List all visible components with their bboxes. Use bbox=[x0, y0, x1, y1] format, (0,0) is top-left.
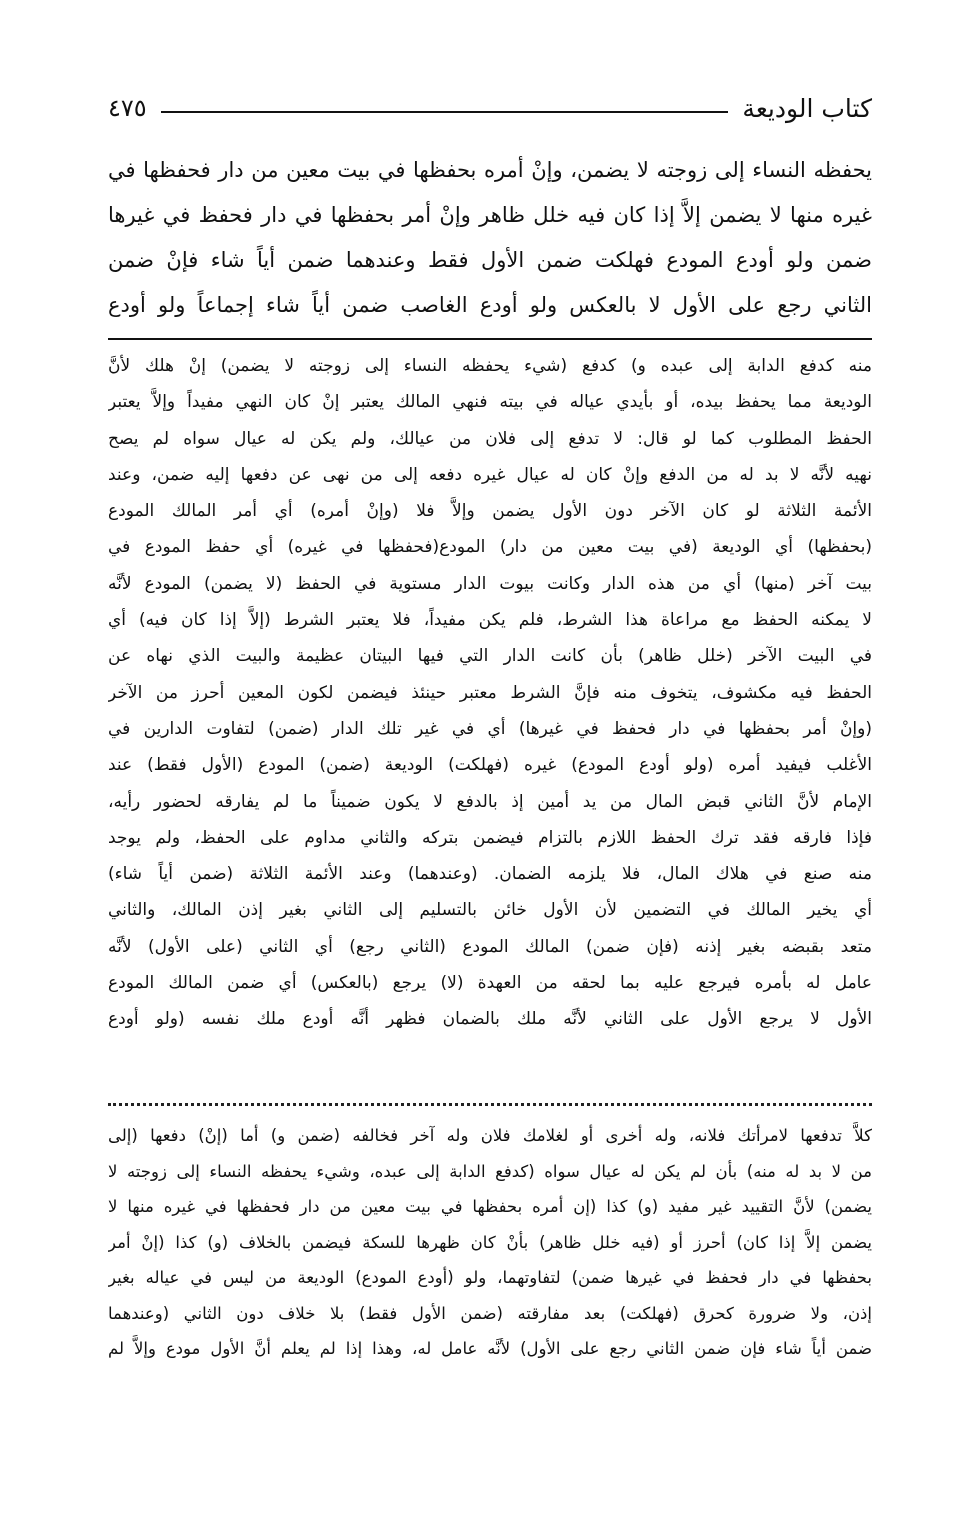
main-text-line: الثاني رجع على الأول لا بالعكس ولو أودع الغاصب ضمن أياً شاء إجماعاً ولو أودع bbox=[108, 293, 872, 317]
footnote-line: من لا بد له منه) بأن لم يكن له عيال سواه (كدفع الدابة إلى عبده، وشيء يحفظه النساء إلى زوجته لا bbox=[108, 1161, 872, 1181]
commentary-line: الحفظ المطلوب كما لو قال: لا تدفع إلى فلان من عيالك، ولم يكن له عيال سواه لم يصح bbox=[108, 428, 872, 449]
commentary-line: بيت آخر (منها) أي من هذه الدار وكانت بيوت الدار مستوية في الحفظ (لا يضمن) المودع لأنَّه bbox=[108, 573, 872, 594]
commentary bbox=[108, 348, 872, 1038]
footnote-line: كلاَّ تدفعها لامرأتك فلانه، وله أخرى أو لغلامك فلان وله آخر فخالفه (ضمن و) أما (إنْ) دفعها (إلى bbox=[108, 1126, 872, 1145]
main-text-separator bbox=[108, 338, 872, 340]
commentary-line: الإمام لأنَّ الثاني قبض المال من يد أمين إذ بالدفع لا يكون ضميناً ما لم يفارقه لحضور رأيه، bbox=[108, 791, 872, 812]
commentary-line: (بحفظها) أي الوديعة (في بيت معين من دار) المودع(فحفظها في غيره) أي حفظ المودع في bbox=[108, 537, 872, 558]
commentary-line: منه صنع في هلاك المال، فلا يلزمه الضمان. (وعندهما) وعند الأئمة الثلاثة (ضمن أياً شاء) bbox=[108, 864, 872, 885]
commentary-line: الحفظ فيه مكشوف، يتخوف منه فإنَّ الشرط معتبر حينئذ فيضمن لكون المعين أحرز من الآخر bbox=[108, 682, 872, 703]
footnote-line: يضمن إلاَّ إذا كان) أحرز أو (فيه خلل ظاهر) بأنْ كان ظهرها للسكة فيضمن بالخلاف (و) كذا (إنْ أمر bbox=[108, 1232, 872, 1252]
main-text-line: غيره منها لا يضمن إلاَّ إذا كان فيه خلل ظاهر وإنْ أمر بحفظها في دار فحفظ في غيرها bbox=[108, 203, 872, 227]
footnote-separator bbox=[108, 1103, 872, 1106]
footnote-line: بحفظها في دار فحفظ في غيرها ضمن) لتفاوتهما، ولو (أودع المودع) الوديعة من ليس في عياله بغير bbox=[108, 1268, 872, 1287]
commentary-line: لا يمكنه الحفظ مع مراعاة هذا الشرط، فلم يكن مفيداً، فلا يعتبر الشرط (إلاَّ إذا كان فيه) أي bbox=[108, 610, 872, 631]
page-header bbox=[108, 88, 872, 128]
commentary-line: فإذا فارقه فقد ترك الحفظ اللازم بالتزام فيضمن بتركه والثاني مداوم على الحفظ، ولم يوجد bbox=[108, 827, 872, 848]
commentary-line: منه كدفع الدابة إلى عبده و) كدفع (شيء يحفظه النساء إلى زوجته لا يضمن) إنْ هلك لأنَّ bbox=[108, 356, 872, 376]
commentary-line: الوديعة مما يحفظ بيده، أو بأيدي عياله في بيته فنهي المالك يعتبر إنْ كان النهي مفيداً وإلاَّ يعتبر bbox=[108, 392, 872, 413]
main-text-line: يحفظه النساء إلى زوجته لا يضمن، وإنْ أمره بحفظها في بيت معين من دار فحفظها في bbox=[108, 158, 872, 182]
footnote-line: إذن، ولا ضرورة كحرق (فهلكت) بعد مفارقته (ضمن الأول فقط) بلا خلاف دون الثاني (وعندهما bbox=[108, 1303, 872, 1323]
footnotes bbox=[108, 1118, 872, 1367]
commentary-line: الأئمة الثلاثة لو كان الآخر دون الأول يضمن وإلاَّ فلا (وإنْ أمره) أي أمر المالك المودع bbox=[108, 501, 872, 522]
commentary-line: في البيت الآخر (خلل ظاهر) بأن كانت الدار التي فيها البيتان عظيمة والبيت الذي نهاه عن bbox=[108, 646, 872, 667]
main-text bbox=[108, 148, 872, 328]
commentary-line: متعد بقبضه بغير إذنه (فإن ضمن) المالك المودع (الثاني رجع) أي الثاني (على الأول) لأنَّه bbox=[108, 936, 872, 957]
commentary-line: (وإنْ أمر بحفظها في دار فحفظ في غيرها) أي في غير تلك الدار (ضمن) لتفاوت الدارين في bbox=[108, 718, 872, 739]
commentary-line: أي يخير المالك في التضمين لأن الأول خائن بالتسليم إلى الثاني بغير إذن المالك، والثاني bbox=[108, 900, 872, 921]
commentary-line: الأول لا يرجع الأول على الثاني لأنَّه ملك بالضمان فظهر أنَّه أودع ملك نفسه (ولو أودع bbox=[108, 1009, 872, 1030]
header-rule bbox=[161, 111, 729, 113]
main-text-line: ضمن ولو أودع المودع فهلكت ضمن الأول فقط وعندهما ضمن أياً شاء فإنْ ضمن bbox=[108, 248, 872, 272]
running-title: كتاب الوديعة bbox=[742, 93, 872, 123]
commentary-line: عامل له بأمره فيرجع عليه بما لحقه من العهدة (لا) يرجع (بالعكس) أي ضمن المالك المودع bbox=[108, 973, 872, 994]
footnote-line: يضمن) لأنَّ التقييد غير مفيد (و) كذا (إن أمره بحفظها في بيت معين من دار فحفظها في غيره منها لا bbox=[108, 1197, 872, 1216]
page-number: ٤٧٥ bbox=[108, 94, 147, 122]
commentary-line: الأغلب فيفيد أمره (ولو أودع المودع) غيره (فهلكت) الوديعة (ضمن) المودع (الأول فقط) عند bbox=[108, 755, 872, 776]
commentary-line: نهيه لأنَّه لا بد له من الدفع وإنْ كان له عيال غيره دفعه إلى من نهى عن دفعها إليه ضمن، وعند bbox=[108, 464, 872, 485]
footnote-line: ضمن أياً شاء فإن ضمن الثاني رجع على الأول) لأنَّه عامل له، وهذا إذا لم يعلم أنَّ الأول مودع وإلاَّ لم bbox=[108, 1339, 872, 1358]
